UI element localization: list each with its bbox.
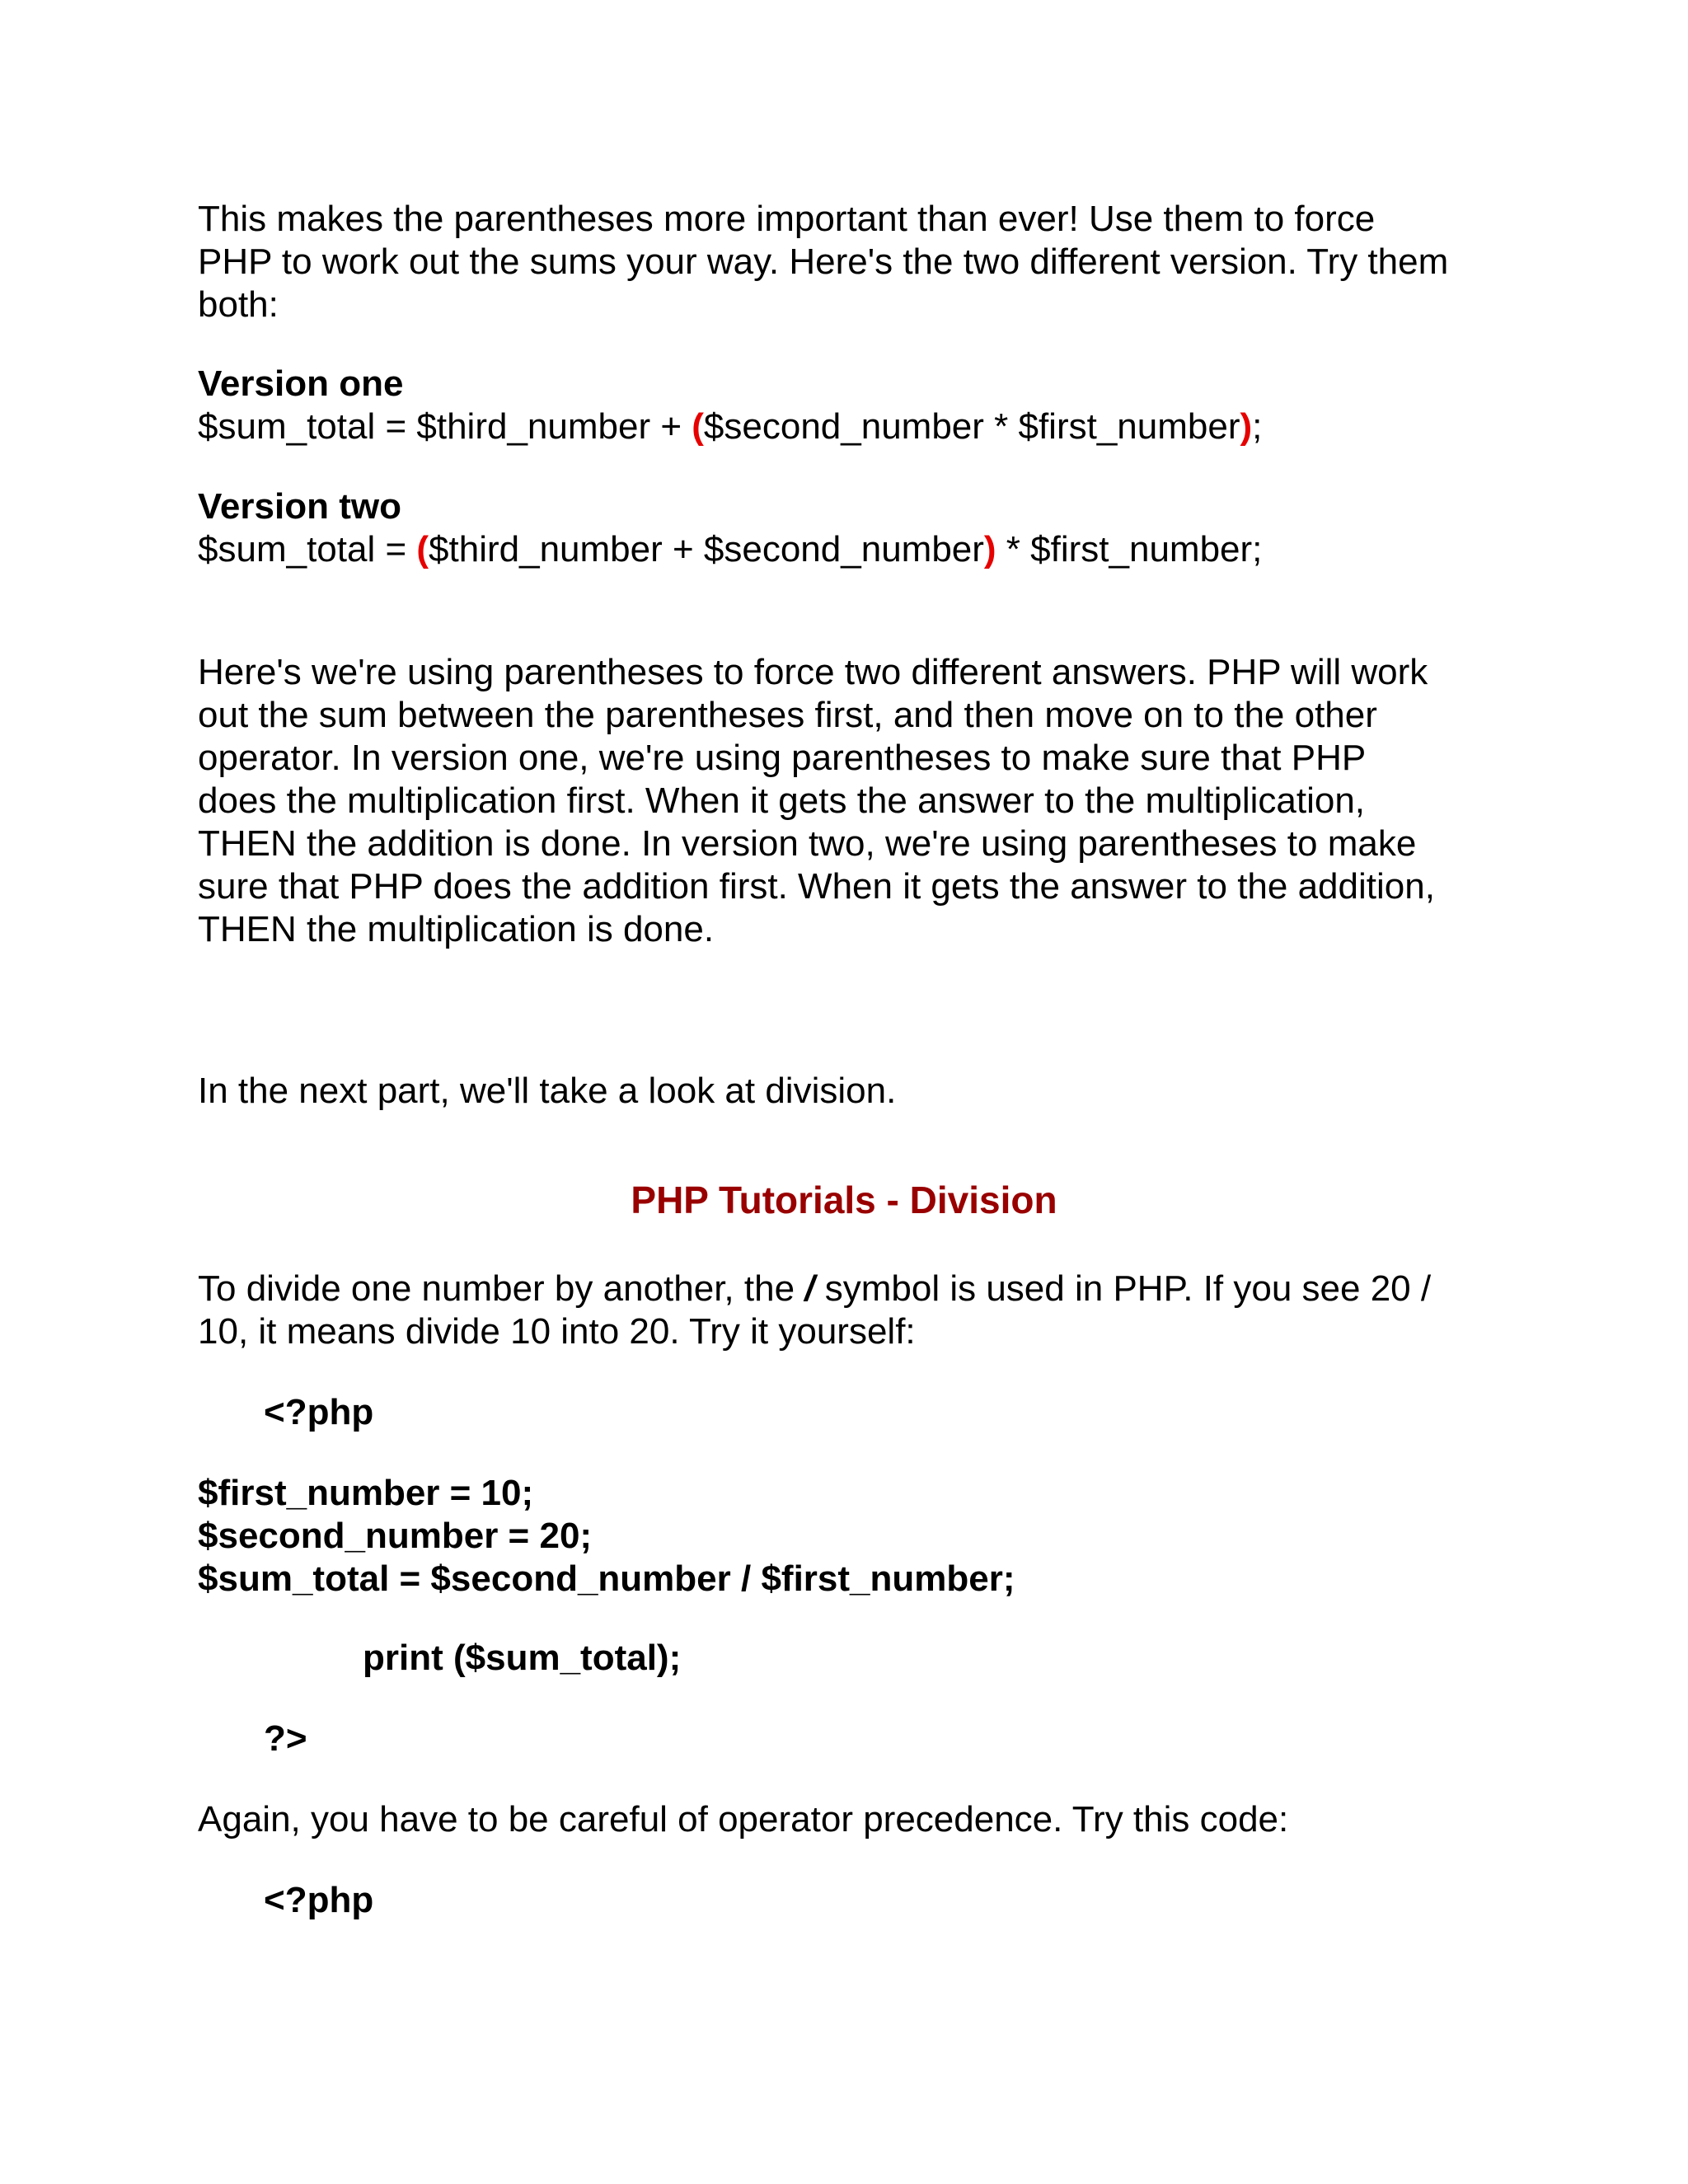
paren-open: (: [416, 529, 429, 569]
explanation-line: THEN the multiplication is done.: [198, 909, 715, 949]
intro-line: both:: [198, 284, 279, 325]
next-part-text: In the next part, we'll take a look at division.: [198, 1071, 897, 1111]
code-line: $second_number = 20;: [198, 1516, 593, 1556]
precedence-note: Again, you have to be careful of operator precedence. Try this code:: [198, 1799, 1289, 1840]
code-text: ;: [1252, 406, 1263, 447]
explanation-line: does the multiplication first. When it gets the answer to the multiplication,: [198, 780, 1366, 821]
version-two-block: [198, 485, 1517, 571]
division-intro-paragraph: [198, 1268, 1517, 1353]
php-open-tag: <?php: [264, 1392, 374, 1432]
code-text: $sum_total = $third_number +: [198, 406, 692, 447]
explanation-line: sure that PHP does the addition first. When it gets the answer to the addition,: [198, 866, 1435, 907]
explanation-line: Here's we're using parentheses to force two different answers. PHP will work: [198, 652, 1428, 692]
explanation-paragraph: [198, 651, 1517, 951]
explanation-line: operator. In version one, we're using parentheses to make sure that PHP: [198, 738, 1367, 778]
version-two-label: Version two: [198, 486, 401, 527]
code-print-line: print ($sum_total);: [363, 1638, 682, 1678]
code-text: * $first_number;: [996, 529, 1263, 569]
paren-open: (: [692, 406, 704, 447]
code-text: $second_number * $first_number: [703, 406, 1240, 447]
code-line: $first_number = 10;: [198, 1473, 534, 1513]
explanation-line: out the sum between the parentheses first, and then move on to the other: [198, 695, 1377, 735]
code-text: $third_number + $second_number: [429, 529, 984, 569]
division-intro-text: To divide one number by another, the: [198, 1268, 805, 1309]
version-one-block: [198, 363, 1517, 448]
division-intro-line: [198, 1268, 1517, 1310]
version-one-label: Version one: [198, 363, 404, 404]
code-line: $sum_total = $second_number / $first_number;: [198, 1558, 1015, 1599]
division-symbol: /: [804, 1268, 815, 1309]
division-intro-line: 10, it means divide 10 into 20. Try it yourself:: [198, 1311, 916, 1352]
intro-paragraph: [198, 198, 1517, 326]
division-intro-text: symbol is used in PHP. If you see 20 /: [814, 1268, 1432, 1309]
intro-line: PHP to work out the sums your way. Here's the two different version. Try them: [198, 241, 1449, 282]
php-open-tag: <?php: [264, 1880, 374, 1920]
version-two-code: [198, 528, 1517, 571]
code-text: $sum_total =: [198, 529, 417, 569]
explanation-line: THEN the addition is done. In version two, we're using parentheses to make: [198, 823, 1417, 864]
paren-close: ): [1240, 406, 1253, 447]
intro-line: This makes the parentheses more important than ever! Use them to force: [198, 199, 1376, 239]
php-close-tag: ?>: [264, 1718, 307, 1759]
version-one-code: [198, 405, 1517, 448]
paren-close: ): [983, 529, 996, 569]
section-heading: PHP Tutorials - Division: [631, 1179, 1057, 1221]
